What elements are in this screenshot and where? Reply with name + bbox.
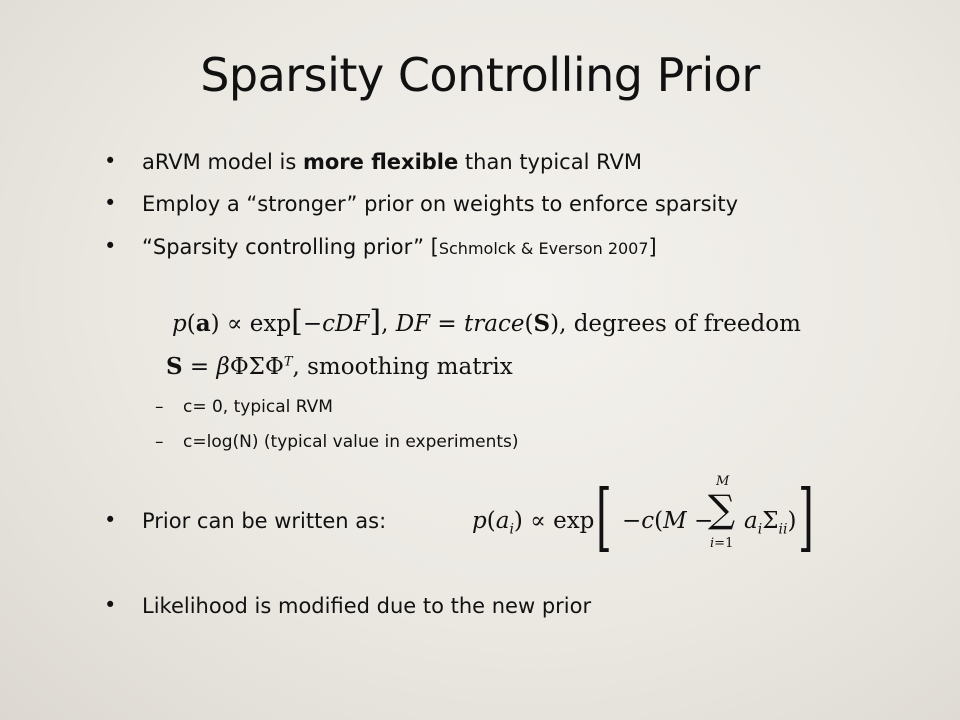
bullet-dot: • [104,191,117,215]
bullet-dot: • [104,234,117,258]
equation-smoothing-label: smoothing matrix [307,354,513,380]
equation-smoothing-matrix: S = βΦΣΦ$^T$, smoothing matrix [166,353,513,380]
bullet-1-text-pre: aRVM model is [142,150,303,174]
equation-prior-dof: p(a) ∝ exp[−cDF], DF = trace(S), degrees of freedom [172,304,801,339]
bullet-dot: • [104,508,117,532]
subbullet-dash: – [155,397,164,417]
bullet-4-text: Prior can be written as: [142,509,387,533]
bullet-3-text-post: ] [648,235,657,259]
subbullet-2-text: c=log(N) (typical value in experiments) [183,432,519,452]
bullet-3-reference: Schmolck & Everson 2007 [438,239,649,258]
bullet-5-text: Likelihood is modified due to the new prior [142,594,592,618]
bullet-dot: • [104,149,117,173]
slide-title: Sparsity Controlling Prior [200,48,760,102]
bullet-3-text-pre: “Sparsity controlling prior” [ [142,235,439,259]
equation-dof-label: degrees of freedom [573,311,801,337]
subbullet-dash: – [155,432,164,452]
bullet-2-text: Employ a “stronger” prior on weights to enforce sparsity [142,192,739,216]
subbullet-1-text: c= 0, typical RVM [183,397,333,417]
bullet-1-text-post: than typical RVM [458,150,642,174]
bullet-1-bold: more flexible [303,150,459,174]
slide: Sparsity Controlling Prior • aRVM model is more flexible than typical RVM • Employ a “stronger” prior on weights to enforce sparsity • “Sparsity controlling prior” [Schmolck & Everson 2007] p(a) ∝ exp[−cDF], DF = trace(S), degrees of freedom S = βΦΣΦ$^T$, smoothing matrix – c= 0, typical RVM – c=log(N) (typical value in experiments) • Prior can be written as: $p(a_i) \propto \exp$ [ −c(M − M ∑ i=1 $a_i\Sigma_{ii}$) ] • Likelihood is modified due to the new prior [0,0,960,720]
bullet-dot: • [104,593,117,617]
